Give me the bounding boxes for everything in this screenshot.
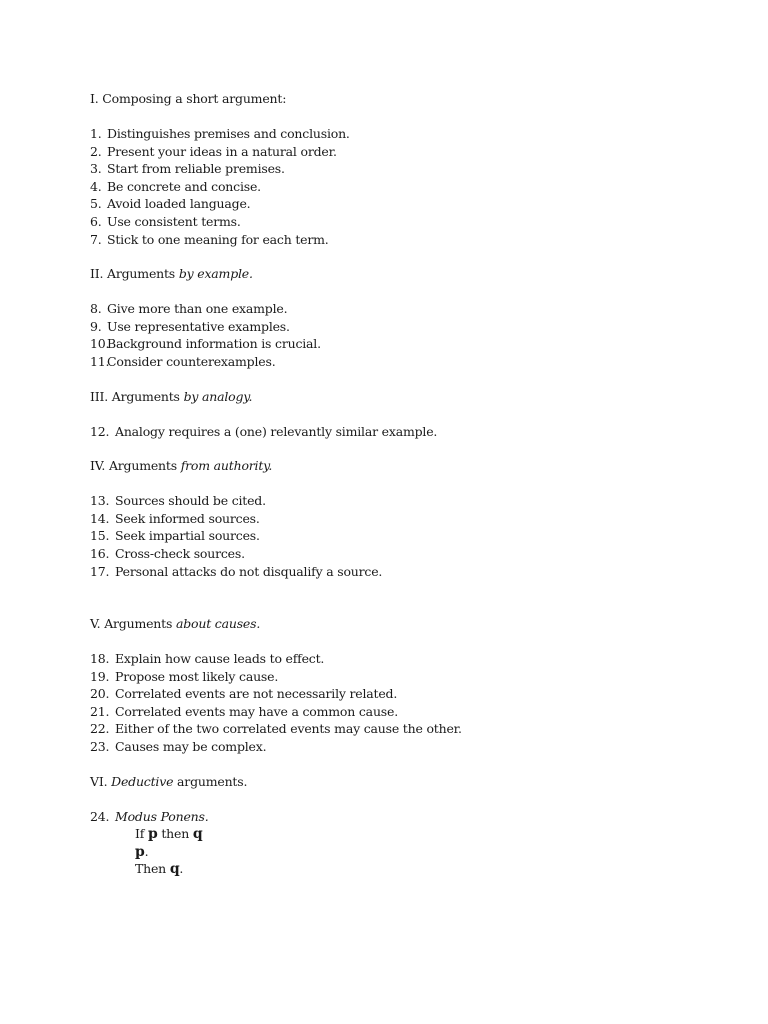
list-item: 12. Analogy requires a (one) relevantly similar example. <box>90 423 438 439</box>
list-item: 20. Correlated events are not necessarily related. <box>90 686 398 702</box>
section-heading-1 <box>90 90 730 108</box>
rule-list-3 <box>90 423 730 441</box>
section-heading-6: VI. Deductive arguments. <box>90 773 248 789</box>
list-item: 24. Modus Ponens. <box>90 808 209 824</box>
list-item: 15. Seek impartial sources. <box>90 528 260 544</box>
document-page <box>90 90 730 878</box>
rule-list-4 <box>90 492 730 580</box>
rule-list-2 <box>90 300 730 370</box>
modus-ponens-premise-2: p. <box>135 843 149 860</box>
list-item: 16. Cross-check sources. <box>90 545 245 561</box>
section-heading-4: IV. Arguments from authority. <box>90 458 273 474</box>
list-item: 21. Correlated events may have a common cause. <box>90 703 398 719</box>
list-item: 5. Avoid loaded language. <box>90 196 251 212</box>
list-item: 2. Present your ideas in a natural order. <box>90 143 337 159</box>
rule-list-5 <box>90 650 730 756</box>
list-item: 22. Either of the two correlated events may cause the other. <box>90 721 462 737</box>
list-item: 8. Give more than one example. <box>90 301 288 317</box>
list-item: 3. Start from reliable premises. <box>90 161 285 177</box>
list-item: 9. Use representative examples. <box>90 318 290 334</box>
list-item: 17. Personal attacks do not disqualify a source. <box>90 563 383 579</box>
list-item: 11. Consider counterexamples. <box>90 353 276 369</box>
list-item: 14. Seek informed sources. <box>90 510 260 526</box>
list-item: 19. Propose most likely cause. <box>90 668 279 684</box>
section-title: Composing a short argument: <box>102 91 287 106</box>
list-item: 10. Background information is crucial. <box>90 336 321 352</box>
list-item: 7. Stick to one meaning for each term. <box>90 231 329 247</box>
section-heading-5: V. Arguments about causes. <box>90 616 261 632</box>
list-item: 1. Distinguishes premises and conclusion. <box>90 126 350 141</box>
list-item: 13. Sources should be cited. <box>90 493 266 509</box>
rule-list-6 <box>90 808 730 826</box>
list-item: 18. Explain how cause leads to effect. <box>90 651 325 667</box>
list-item: 4. Be concrete and concise. <box>90 178 261 194</box>
section-numeral: I. <box>90 91 99 106</box>
section-heading-3: III. Arguments by analogy. <box>90 388 253 404</box>
rule-list-1 <box>90 125 730 248</box>
modus-ponens-premise-1: If p then q <box>135 826 203 843</box>
modus-ponens-conclusion: Then q. <box>135 861 184 878</box>
section-heading-2: II. Arguments by example. <box>90 266 253 282</box>
list-item: 23. Causes may be complex. <box>90 739 267 755</box>
list-item: 6. Use consistent terms. <box>90 213 241 229</box>
